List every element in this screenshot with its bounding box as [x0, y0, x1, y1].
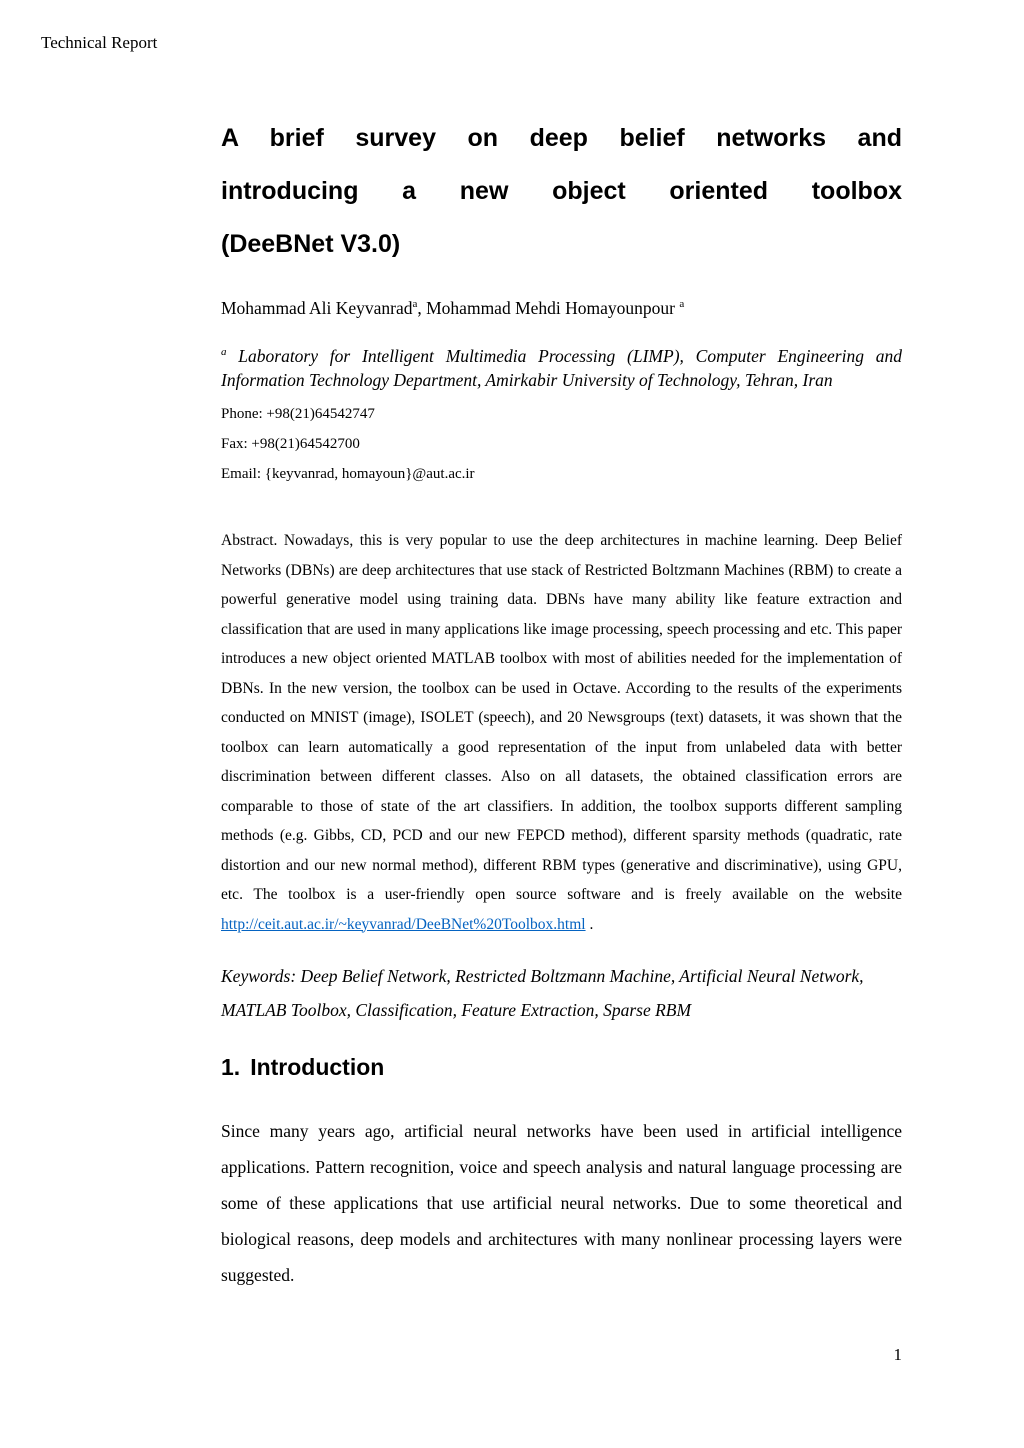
introduction-paragraph: Since many years ago, artificial neural networks have been used in artificial intelligence applications. Pattern recognition, voice and speech analysis and natural language processing are some of these applications that use artificial neural networks. Due to some theoretical and biological reasons, deep models and architectures with many nonlinear processing layers were suggested. [221, 1121, 902, 1285]
abstract-text-end: . [585, 915, 594, 933]
abstract-paragraph [221, 526, 902, 939]
section-title: Introduction [250, 1054, 385, 1080]
paper-content [221, 112, 902, 1293]
title-line-3: (DeeBNet V3.0) [221, 230, 401, 258]
keywords: Keywords: Deep Belief Network, Restricted Boltzmann Machine, Artificial Neural Network, MATLAB Toolbox, Classification, Feature Extraction, Sparse RBM [221, 966, 864, 1020]
author-1-affiliation-mark: a [412, 298, 418, 311]
affiliation [221, 345, 902, 392]
page-number: 1 [893, 1345, 902, 1364]
section-heading-introduction [221, 1053, 902, 1081]
authors-line [221, 297, 902, 320]
author-2-name: Mohammad Mehdi Homayounpour [426, 298, 675, 318]
section-number: 1. [221, 1054, 241, 1080]
phone-line: Phone: +98(21)64542747 [221, 406, 375, 422]
author-1-name: Mohammad Ali Keyvanrad [221, 298, 413, 318]
fax-line: Fax: +98(21)64542700 [221, 436, 360, 452]
title-line-2: introducing a new object oriented toolbox [221, 177, 902, 205]
authors-separator: , [417, 298, 427, 318]
paper-title [221, 112, 902, 271]
abstract-text: Abstract. Nowadays, this is very popular to use the deep architectures in machine learning. Deep Belief Networks (DBNs) are deep architectures that use stack of Restricted Boltzmann Machines (RBM) to create a powerful generative model using training data. DBNs have many ability like feature extraction and classification that are used in many applications like image processing, speech processing and etc. This paper introduces a new object oriented MATLAB toolbox with most of abilities needed for the implementation of DBNs. In the new version, the toolbox can be used in Octave. According to the results of the experiments conducted on MNIST (image), ISOLET (speech), and 20 Newsgroups (text) datasets, it was shown that the toolbox can learn automatically a good representation of the input from unlabeled data with better discrimination between different classes. Also on all datasets, the obtained classification errors are comparable to those of state of the art classifiers. In addition, the toolbox supports different sampling methods (e.g. Gibbs, CD, PCD and our new FEPCD method), different sparsity methods (quadratic, rate distortion and our new normal method), different RBM types (generative and discriminative), using GPU, etc. The toolbox is a user-friendly open source software and is freely available on the website [221, 532, 902, 903]
contact-info [221, 406, 902, 482]
toolbox-link[interactable]: http://ceit.aut.ac.ir/~keyvanrad/DeeBNet%20Toolbox.html [221, 915, 586, 933]
author-2-affiliation-mark: a [679, 298, 685, 311]
report-type-header: Technical Report [41, 33, 158, 52]
affiliation-mark: a [221, 346, 227, 359]
affiliation-text: Laboratory for Intelligent Multimedia Processing (LIMP), Computer Engineering and Information Technology Department, Amirkabir University of Technology, Tehran, Iran [221, 346, 902, 390]
email-line: Email: {keyvanrad, homayoun}@aut.ac.ir [221, 466, 475, 482]
title-line-1: A brief survey on deep belief networks and [221, 124, 902, 152]
